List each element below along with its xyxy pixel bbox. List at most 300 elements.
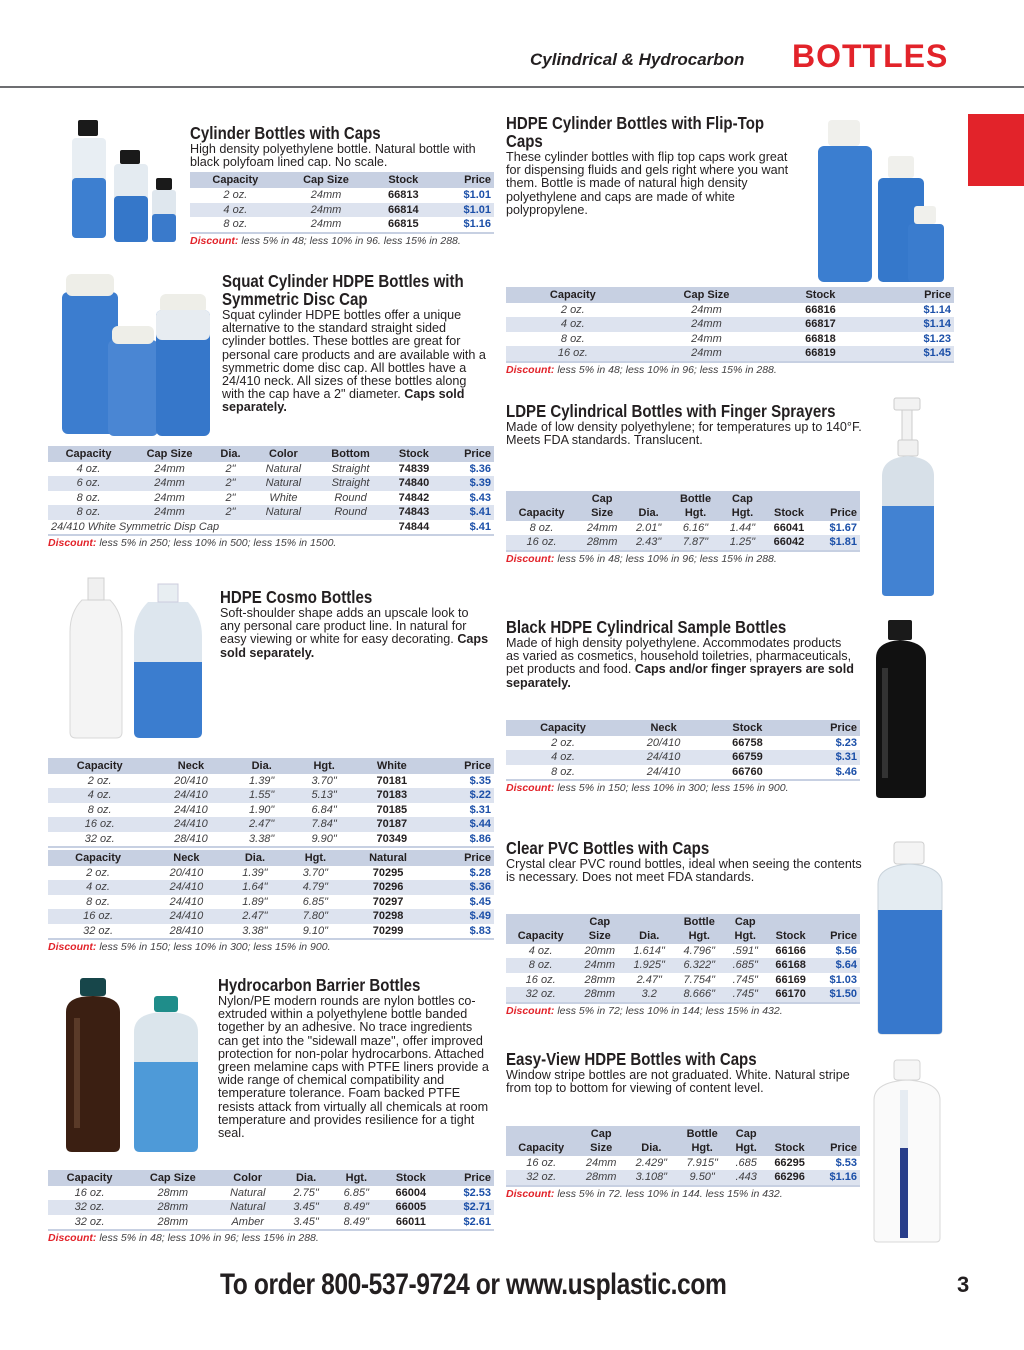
table-row <box>190 203 494 217</box>
cell: 4 oz. <box>506 750 620 764</box>
col-header: Price <box>435 172 494 188</box>
header-text: Capacity <box>518 507 565 519</box>
col-header: Capacity <box>190 172 281 188</box>
col-header: Stock <box>371 172 435 188</box>
cell: 24/410 <box>151 817 230 831</box>
stock-number: 66296 <box>765 1170 815 1185</box>
header-text: Hgt. <box>735 1142 757 1154</box>
stock-number: 66004 <box>395 1187 427 1199</box>
cell: 9.10" <box>285 924 345 939</box>
cylinder-caps-section <box>190 124 494 247</box>
col-header <box>506 914 575 944</box>
cell: 16 oz. <box>525 973 556 986</box>
cell: Round <box>334 491 367 504</box>
col-header: Cap Size <box>640 287 774 303</box>
price: $.41 <box>443 505 495 519</box>
col-header <box>724 914 766 944</box>
price: $.64 <box>815 958 860 972</box>
product-title: Cylinder Bottles with Caps <box>190 123 381 143</box>
hydrocarbon-table-block <box>48 1170 494 1244</box>
header-text: Stock <box>775 930 806 942</box>
cell: 16 oz. <box>506 535 577 550</box>
discount-text: less 5% in 150; less 10% in 300; less 15% in 900. <box>99 941 331 954</box>
cell: Natural <box>214 1200 281 1214</box>
discount-note <box>506 364 954 376</box>
price-table <box>506 287 954 363</box>
price: $1.01 <box>463 189 491 202</box>
header-text: Cap <box>590 1128 612 1140</box>
cosmo-section <box>220 588 494 660</box>
cell: 9.50" <box>677 1170 728 1185</box>
cell: 28mm <box>575 987 624 1002</box>
col-header: Price <box>443 446 495 462</box>
table-row <box>506 973 860 987</box>
header-subtitle: Cylindrical & Hydrocarbon <box>530 50 745 69</box>
finger-sprayer-table-block <box>506 491 860 565</box>
product-description: Crystal clear PVC round bottles, ideal when seeing the contents is necessary. Does not meet FDA standards. <box>506 857 862 885</box>
cell: 6 oz. <box>48 476 129 490</box>
squat-bottles-image <box>60 270 220 440</box>
cell: 1.55" <box>230 788 292 802</box>
cell: 24/410 <box>620 765 707 780</box>
discount-note <box>506 553 860 565</box>
cosmo-table-block <box>48 758 494 953</box>
price: $1.16 <box>814 1170 860 1185</box>
col-header: Dia. <box>225 850 285 866</box>
stock-number: 66760 <box>707 765 787 780</box>
price: $1.03 <box>829 973 857 986</box>
table-row <box>48 462 494 476</box>
cosmo-bottles-image <box>62 572 212 742</box>
col-header <box>506 491 577 521</box>
col-header: Neck <box>148 850 225 866</box>
cell: 8 oz. <box>190 217 281 232</box>
description-note: Caps sold separately. <box>222 387 465 415</box>
price: $.41 <box>443 520 495 535</box>
header-text: Cap <box>589 916 611 928</box>
table-row <box>506 958 860 972</box>
price: $.44 <box>428 817 494 831</box>
col-header <box>815 914 860 944</box>
header-text: Price <box>830 930 857 942</box>
stock-number: 66166 <box>775 945 806 957</box>
cell: 8 oz. <box>506 958 575 972</box>
price-table <box>48 1170 494 1231</box>
discount-text: less 5% in 48; less 10% in 96. less 15% in 288. <box>241 234 461 247</box>
col-header <box>721 491 764 521</box>
product-description <box>220 607 490 660</box>
col-header <box>677 1126 728 1156</box>
product-description: Nylon/PE modern rounds are nylon bottles co-extruded within a polyethylene bottle banded together by an adhesive. No trace ingredients can get into the "sidewall maze", offer improved protection for non-polar hydrocarbons. Attached green melamine caps with PTFE liners provide a wide range of chemical compatibility and temperature tolerance. Foam backed PTFE resists attack from virtually all chemicals at room temperature and provides resilience for a tight seal. <box>218 994 489 1141</box>
price-table <box>506 491 860 552</box>
product-title: HDPE Cylinder Bottles with Flip-Top <box>506 113 765 133</box>
cell: 7.87" <box>670 535 721 550</box>
stock-number: 66011 <box>381 1215 440 1230</box>
cell: Straight <box>331 463 370 475</box>
cell: 24/410 <box>169 895 204 908</box>
cell: 2.43" <box>627 535 670 550</box>
flip-top-table-block <box>506 287 954 376</box>
header-text: Capacity <box>517 930 564 942</box>
product-description: Window stripe bottles are not graduated. White. Natural stripe from top to bottom for viewing of content level. <box>506 1068 850 1096</box>
stock-number: 66005 <box>381 1200 440 1214</box>
col-header: Capacity <box>48 1170 131 1186</box>
header-text: Stock <box>774 1142 805 1154</box>
header-text: Dia. <box>639 930 660 942</box>
pvc-table-block <box>506 914 860 1017</box>
stock-number: 74839 <box>398 463 430 475</box>
price: $.43 <box>469 491 491 504</box>
cell: 24mm <box>640 317 774 331</box>
cell: 24/410 <box>148 909 225 923</box>
stock-number: 66814 <box>371 203 435 217</box>
stock-number: 66170 <box>766 987 815 1002</box>
stock-number: 70187 <box>355 817 428 831</box>
cell: Round <box>316 505 386 519</box>
col-header: Price <box>430 850 494 866</box>
cell: 3.38" <box>230 832 292 847</box>
cell: .685" <box>724 958 766 972</box>
table-row <box>48 491 494 505</box>
header-text: Cap <box>735 1128 757 1140</box>
discount-text: less 5% in 72. less 10% in 144. less 15% in 432. <box>557 1187 783 1200</box>
table-row <box>48 880 494 894</box>
cell: 9.90" <box>293 832 355 847</box>
table-row <box>48 909 494 923</box>
col-header <box>766 914 815 944</box>
table-row <box>506 535 860 550</box>
discount-note <box>48 1232 494 1244</box>
price: $.45 <box>469 895 491 908</box>
cell: 2.47" <box>636 973 662 986</box>
stock-number: 66819 <box>773 346 867 361</box>
price: $.36 <box>430 880 494 894</box>
stock-number: 74842 <box>398 491 430 504</box>
cell: 24mm <box>154 463 185 475</box>
hydrocarbon-bottles-image <box>60 976 210 1154</box>
price: $.31 <box>469 803 491 816</box>
col-header <box>814 1126 860 1156</box>
discount-text: less 5% in 48; less 10% in 96; less 15% in 288. <box>557 552 777 565</box>
price-table <box>48 446 494 536</box>
col-header: Stock <box>385 446 442 462</box>
finger-sprayer-image <box>876 396 946 598</box>
cell: 8 oz. <box>48 505 129 519</box>
header-text: Stock <box>773 507 804 519</box>
stock-number: 70185 <box>376 803 408 816</box>
cell: 24mm <box>575 958 624 972</box>
table-row <box>48 520 494 535</box>
stock-number: 70183 <box>355 788 428 802</box>
cell: 8.49" <box>331 1215 381 1230</box>
cell: 24/410 White Symmetric Disp Cap <box>48 520 385 535</box>
cell: .443 <box>728 1170 765 1185</box>
cell: 1.39" <box>249 775 275 787</box>
table-row <box>48 1215 494 1230</box>
stock-number: 66169 <box>775 973 806 986</box>
col-header: Price <box>788 720 860 736</box>
easy-view-section <box>506 1050 866 1095</box>
product-title: LDPE Cylindrical Bottles with Finger Sprayers <box>506 401 836 421</box>
stock-number: 66815 <box>371 217 435 232</box>
discount-note <box>48 537 494 549</box>
stock-number: 66759 <box>707 750 787 764</box>
black-sample-section <box>506 618 862 690</box>
cell: 2.429" <box>635 1157 668 1169</box>
cell: 8 oz. <box>87 803 112 816</box>
cell: 3.38" <box>225 924 285 939</box>
price: $.49 <box>430 909 494 923</box>
discount-label: Discount: <box>48 941 97 954</box>
cell: 16 oz. <box>74 1187 105 1199</box>
cell: 16 oz. <box>506 346 640 361</box>
table-row <box>48 803 494 817</box>
table-row <box>48 924 494 939</box>
cell: 24mm <box>281 217 372 232</box>
col-header <box>576 1126 626 1156</box>
order-info: To order 800-537-9724 or www.usplastic.com <box>220 1268 727 1301</box>
cell: 6.16" <box>682 522 709 534</box>
col-header <box>627 491 670 521</box>
pvc-bottle-image <box>872 840 948 1036</box>
header-text: Price <box>830 507 857 519</box>
col-header <box>577 491 627 521</box>
hydrocarbon-section <box>218 976 494 1140</box>
price: $1.23 <box>923 332 951 345</box>
cell: 2 oz. <box>87 775 112 787</box>
price-table <box>506 914 860 1004</box>
price: $1.01 <box>435 203 494 217</box>
table-row <box>48 832 494 847</box>
col-header: Capacity <box>506 720 620 736</box>
header-text: Cap <box>591 493 613 505</box>
cell: 20/410 <box>174 775 208 787</box>
price: $.56 <box>835 945 857 957</box>
table-row <box>506 332 954 346</box>
col-header <box>624 914 674 944</box>
cell: 16 oz. <box>48 817 151 831</box>
price: $.83 <box>430 924 494 939</box>
table-row <box>506 736 860 750</box>
header-divider <box>0 86 1024 88</box>
stock-number: 70297 <box>372 895 404 908</box>
cell: Natural <box>251 476 316 490</box>
header-text: Hgt. <box>691 1142 713 1154</box>
section-tab <box>968 114 1024 186</box>
cell: 20/410 <box>169 867 204 880</box>
cell: 3.70" <box>311 775 337 787</box>
black-sample-table-block <box>506 720 860 794</box>
cell: 8 oz. <box>529 522 554 534</box>
price: $.31 <box>788 750 860 764</box>
col-header: Price <box>428 758 494 774</box>
description-text: Squat cylinder HDPE bottles offer a unique alternative to the standard straight sided cylinder bottles. These bottles are great for personal care products and are available with a symmetric dome disc cap. All bottles have a 24/410 neck. All sizes of these bottles along with the cap have a 2" diameter. <box>222 308 486 402</box>
price: $1.16 <box>435 217 494 232</box>
black-bottle-image <box>868 618 938 800</box>
discount-text: less 5% in 150; less 10% in 300; less 15% in 900. <box>557 782 789 795</box>
cell: Straight <box>316 476 386 490</box>
cell: 2" <box>210 476 251 490</box>
stock-number: 66813 <box>388 189 419 202</box>
cell: 24mm <box>640 346 774 361</box>
cell: 24mm <box>281 203 372 217</box>
cell: 8 oz. <box>86 895 110 908</box>
table-row <box>506 1156 860 1170</box>
cell: 4 oz. <box>76 463 101 475</box>
cell: .745" <box>724 987 766 1002</box>
cell: 6.322" <box>674 958 724 972</box>
cell: White <box>269 491 298 504</box>
col-header: Color <box>214 1170 281 1186</box>
cell: 8 oz. <box>76 491 101 504</box>
header-text: Hgt. <box>688 930 710 942</box>
cell: 2 oz. <box>560 304 585 316</box>
price: $.22 <box>428 788 494 802</box>
stock-number: 74844 <box>385 520 442 535</box>
cell: 1.925" <box>624 958 674 972</box>
stock-number: 70295 <box>372 867 404 880</box>
price: $1.81 <box>814 535 860 550</box>
cell: 6.85" <box>302 895 329 908</box>
cell: 2" <box>225 491 236 504</box>
discount-label: Discount: <box>506 1004 555 1017</box>
table-row <box>506 987 860 1002</box>
header-text: Price <box>830 1142 857 1154</box>
discount-label: Discount: <box>506 1187 555 1200</box>
stock-number: 66817 <box>773 317 867 331</box>
header-text: Bottle <box>679 493 712 505</box>
price: $.23 <box>835 737 857 749</box>
discount-text: less 5% in 72; less 10% in 144; less 15% in 432. <box>557 1004 783 1017</box>
cell: 28/410 <box>151 832 230 847</box>
cell: 3.108" <box>626 1170 677 1185</box>
header-text: Cap <box>732 493 753 505</box>
cell: 2 oz. <box>86 867 110 880</box>
stock-number: 66758 <box>732 737 763 749</box>
cell: 24mm <box>310 189 342 202</box>
col-header: Capacity <box>48 850 148 866</box>
header-text: Bottle <box>683 916 715 928</box>
price-table-natural <box>48 850 494 940</box>
cell: 1.90" <box>249 803 275 816</box>
product-title: Clear PVC Bottles with Caps <box>506 838 710 858</box>
cell: 4 oz. <box>528 945 553 957</box>
price: $1.14 <box>868 317 954 331</box>
cell: 2.01" <box>635 522 662 534</box>
cell: 7.80" <box>285 909 345 923</box>
col-header: Color <box>251 446 316 462</box>
col-header: Stock <box>773 287 867 303</box>
stock-number: 70296 <box>346 880 431 894</box>
col-header: Cap Size <box>131 1170 214 1186</box>
col-header: Hgt. <box>293 758 355 774</box>
cell: 3.70" <box>302 867 329 880</box>
col-header: Capacity <box>506 287 640 303</box>
description-text: Made of high density polyethylene. Accommodates products as varied as cosmetics, household toiletries, pharmaceuticals, pet products and food. <box>506 636 852 677</box>
discount-text: less 5% in 48; less 10% in 96; less 15% in 288. <box>99 1232 319 1245</box>
product-title: Easy-View HDPE Bottles with Caps <box>506 1049 757 1069</box>
col-header: Dia. <box>230 758 292 774</box>
cell: 3.45" <box>281 1215 331 1230</box>
cell: .591" <box>732 945 758 957</box>
cell: 2" <box>225 463 236 475</box>
price: $.39 <box>443 476 495 490</box>
stock-number: 66816 <box>805 304 836 316</box>
cell: 4 oz. <box>48 880 148 894</box>
cell: 28/410 <box>148 924 225 939</box>
price: $.35 <box>469 775 491 787</box>
price: $1.67 <box>829 522 857 534</box>
cell: 24/410 <box>151 788 230 802</box>
discount-label: Discount: <box>190 234 239 247</box>
header-title: BOTTLES <box>792 38 949 74</box>
product-description: These cylinder bottles with flip top caps work great for dispensing fluids and gels right where you want them. Bottle is made of natural high density polyethylene and caps are made of white polypropylene. <box>506 150 789 217</box>
price: $2.71 <box>440 1200 494 1214</box>
cell: 32 oz. <box>506 1170 576 1185</box>
table-row <box>48 817 494 831</box>
stock-number: 70181 <box>376 775 408 787</box>
cell: 1.89" <box>242 895 268 908</box>
finger-sprayer-section <box>506 402 876 447</box>
product-title-line2: Caps <box>506 131 543 151</box>
header-text: Dia. <box>638 507 659 519</box>
discount-note <box>48 941 494 953</box>
squat-table-block <box>48 446 494 549</box>
col-header <box>728 1126 765 1156</box>
col-header: Stock <box>381 1170 440 1186</box>
cell: 3.2 <box>624 987 674 1002</box>
product-description: Made of low density polyethylene; for temperatures up to 140°F. Meets FDA standards. Translucent. <box>506 420 862 448</box>
stock-number: 66818 <box>805 332 836 345</box>
product-description <box>222 309 490 415</box>
squat-section <box>222 272 494 415</box>
col-header: Price <box>868 287 954 303</box>
header-text: Hgt. <box>684 507 707 519</box>
header-text: Size <box>588 930 611 942</box>
easy-view-bottle-image <box>868 1058 946 1244</box>
header-text: Dia. <box>641 1142 662 1154</box>
col-header: Cap Size <box>129 446 210 462</box>
col-header: Dia. <box>281 1170 331 1186</box>
cell: Natural <box>251 505 316 519</box>
stock-number: 66041 <box>773 522 805 534</box>
cell: 28mm <box>157 1187 189 1199</box>
header-text: Hgt. <box>731 507 754 519</box>
stock-number: 70299 <box>346 924 431 939</box>
col-header: Hgt. <box>331 1170 381 1186</box>
page-number: 3 <box>957 1272 970 1297</box>
discount-note <box>190 235 494 247</box>
flip-top-section <box>506 114 806 217</box>
table-row <box>506 317 954 331</box>
cylinder-bottles-image <box>58 118 178 248</box>
table-row <box>48 866 494 880</box>
col-header <box>764 491 814 521</box>
price-table <box>506 1126 860 1187</box>
price-table <box>506 720 860 781</box>
table-row <box>190 188 494 202</box>
flip-top-bottles-image <box>810 116 950 286</box>
header-text: Hgt. <box>734 930 756 942</box>
cell: 32 oz. <box>506 987 575 1002</box>
col-header <box>765 1126 815 1156</box>
stock-number: 70298 <box>346 909 431 923</box>
col-header: Hgt. <box>285 850 345 866</box>
discount-label: Discount: <box>506 782 555 795</box>
cell: 2 oz. <box>551 737 575 749</box>
col-header <box>626 1126 677 1156</box>
cell: 28mm <box>131 1200 214 1214</box>
